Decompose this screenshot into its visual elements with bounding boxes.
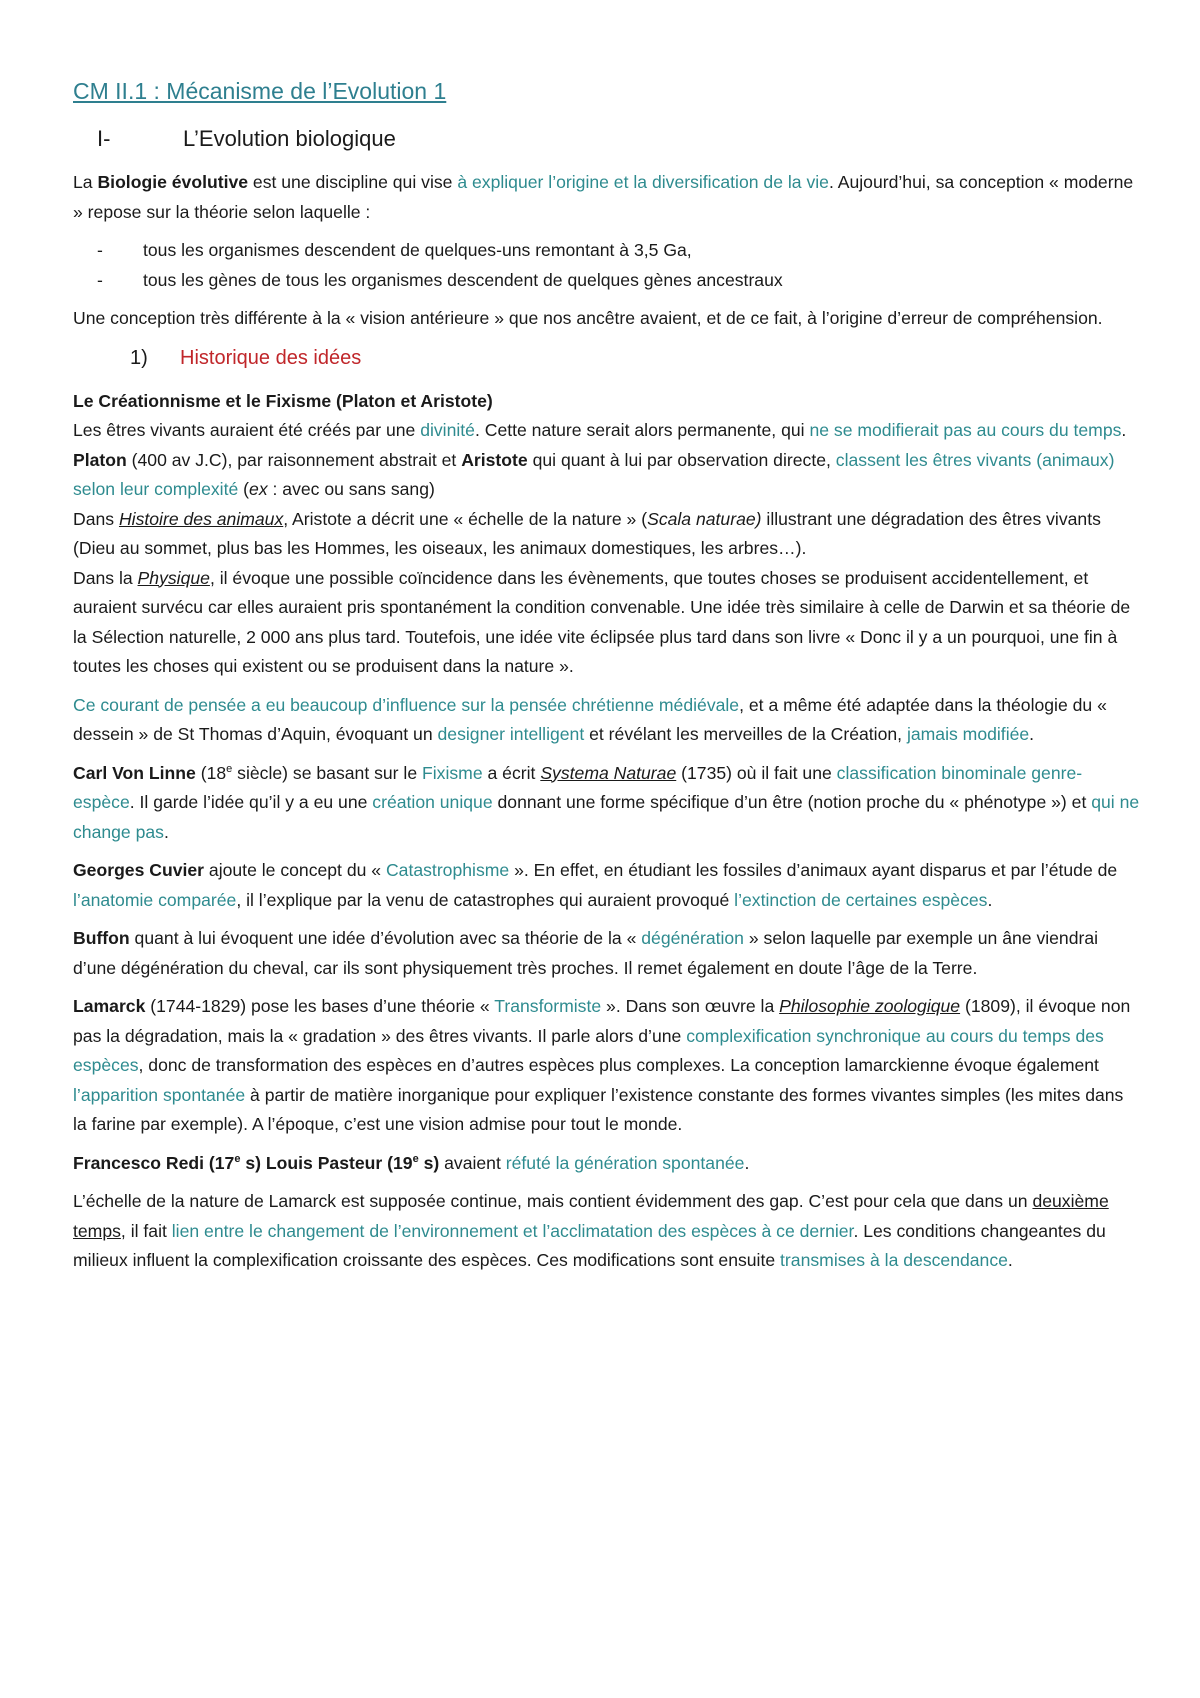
document-title: CM II.1 : Mécanisme de l’Evolution 1 xyxy=(73,78,447,104)
highlight-text: divinité xyxy=(420,420,475,440)
buffon-paragraph xyxy=(73,924,1140,983)
platon-paragraph xyxy=(73,446,1140,505)
text-run: : avec ou sans sang) xyxy=(267,479,435,499)
redi-pasteur-paragraph xyxy=(73,1149,1140,1179)
text-run: . Aujourd’hui, sa conception « moderne » repose sur la théorie selon laquelle : xyxy=(73,172,1134,222)
highlight-text: classent les êtres vivants (animaux) selon leur complexité xyxy=(73,449,1115,499)
text-run: (1735) où il fait une xyxy=(676,762,837,783)
highlight-text: l’apparition spontanée xyxy=(73,1084,246,1105)
text-run: est une discipline qui vise xyxy=(248,172,458,192)
text-run: ( xyxy=(238,479,250,499)
highlight-text: transmises à la descendance xyxy=(780,1250,1008,1270)
highlight-text: l’anatomie comparée xyxy=(73,889,237,910)
courant-paragraph xyxy=(73,691,1140,750)
text-run: , donc de transformation des espèces en d’autres espèces plus complexes. La conception lamarckienne évoque également xyxy=(138,1055,1099,1075)
text-run: qui quant à lui par observation directe, xyxy=(527,449,836,470)
highlight-text: Ce courant de pensée a eu beaucoup d’influence sur la pensée chrétienne médiévale xyxy=(73,694,740,715)
list-item xyxy=(73,236,1140,266)
dash-marker: - xyxy=(97,240,103,260)
text-run: siècle) se basant sur le xyxy=(232,762,423,783)
highlight-text: classification binominale genre-espèce xyxy=(73,762,1083,812)
text-run: et révélant les merveilles de la Création, xyxy=(584,724,907,744)
subsection-number: 1) xyxy=(130,346,148,369)
highlight-text: complexification synchronique au cours du temps des espèces xyxy=(73,1025,1104,1075)
section-heading-1 xyxy=(73,124,1140,154)
highlight-text: l’extinction de certaines espèces xyxy=(734,889,988,910)
creationnisme-heading: Le Créationnisme et le Fixisme (Platon et Aristote) xyxy=(73,390,493,411)
theory-list xyxy=(73,236,1140,295)
text-run: , il l’explique par la venu de catastrophes qui auraient provoqué xyxy=(236,889,735,910)
text-run: (1809), il évoque non pas la dégradation, mais la « gradation » des êtres vivants. Il parle alors d’une xyxy=(73,996,1131,1046)
list-item xyxy=(73,266,1140,296)
text-run: (1744-1829) pose les bases d’une théorie « xyxy=(145,996,495,1016)
text-run: . xyxy=(1007,1250,1013,1270)
italic-text: ex xyxy=(249,479,268,499)
text-run: (400 av J.C), par raisonnement abstrait et xyxy=(126,449,462,470)
italic-text: Scala naturae) xyxy=(647,508,762,529)
cuvier-paragraph xyxy=(73,856,1140,915)
highlight-text: lien entre le changement de l’environnement et l’acclimatation des espèces à ce dernier xyxy=(171,1220,854,1241)
highlight-text: jamais modifiée xyxy=(906,724,1030,744)
book-title: Histoire des animaux xyxy=(118,508,284,529)
text-run: , Aristote a décrit une « échelle de la nature » ( xyxy=(283,508,648,529)
echelle-paragraph xyxy=(73,1187,1140,1276)
text-run: ». En effet, en étudiant les fossiles d’animaux ayant disparus et par l’étude de xyxy=(509,860,1118,880)
text-run: . xyxy=(163,821,169,842)
highlight-text: Transformiste xyxy=(494,996,602,1016)
text-run: La xyxy=(73,172,98,192)
section-heading-1-1 xyxy=(73,343,1140,373)
bold-term xyxy=(73,1153,439,1173)
bold-term: Carl Von Linne xyxy=(73,762,196,783)
highlight-text: à expliquer l’origine et la diversification de la vie xyxy=(457,172,829,192)
superscript: e xyxy=(234,1152,241,1165)
list-item-text: tous les gènes de tous les organismes descendent de quelques gènes ancestraux xyxy=(143,269,783,290)
text-run: s) xyxy=(418,1152,440,1173)
text-run: avaient xyxy=(439,1152,506,1173)
linne-paragraph xyxy=(73,759,1140,848)
text-run: illustrant une dégradation des êtres vivants (Dieu au sommet, plus bas les Hommes, les oiseaux, les animaux domestiques, les arbres…). xyxy=(73,508,1101,558)
highlight-text: dégénération xyxy=(641,928,744,948)
bold-term: Lamarck xyxy=(73,996,146,1016)
creationnisme-paragraph xyxy=(73,416,1140,446)
book-title: Systema Naturae xyxy=(540,762,677,783)
superscript: e xyxy=(412,1152,419,1165)
intro-paragraph xyxy=(73,168,1140,227)
physique-paragraph xyxy=(73,564,1140,682)
lamarck-paragraph xyxy=(73,992,1140,1140)
text-run: donnant une forme spécifique d’un être (notion proche du « phénotype ») et xyxy=(492,792,1092,812)
text-run: a écrit xyxy=(482,762,541,783)
list-item-text: tous les organismes descendent de quelques-uns remontant à 3,5 Ga, xyxy=(143,240,692,260)
book-title: Philosophie zoologique xyxy=(779,996,961,1016)
highlight-text: ne se modifierait pas au cours du temps xyxy=(809,420,1122,440)
text-run: quant à lui évoquent une idée d’évolution avec sa théorie de la « xyxy=(129,928,642,948)
highlight-text: designer intelligent xyxy=(437,724,585,744)
book-title: Physique xyxy=(137,567,210,588)
text-run: Dans xyxy=(73,508,119,529)
text-run: ». Dans son œuvre la xyxy=(601,996,780,1016)
text-run: à partir de matière inorganique pour expliquer l’existence constante des formes vivantes simples (les mites dans la farine par exemple). A l’époque, c’est une vision admise pour tout le monde. xyxy=(73,1084,1124,1134)
bold-term: Biologie évolutive xyxy=(97,172,249,192)
highlight-text: réfuté la génération spontanée xyxy=(505,1152,745,1173)
bold-term: Aristote xyxy=(461,449,528,470)
bold-term: Georges Cuvier xyxy=(73,860,205,880)
text-run: , et a même été adaptée dans la théologie du « dessein » de St Thomas d’Aquin, évoquant un xyxy=(73,694,1107,744)
highlight-text: qui ne change pas xyxy=(73,792,1140,842)
text-run: . xyxy=(744,1152,750,1173)
section-title: L’Evolution biologique xyxy=(183,126,396,151)
text-run: , il évoque une possible coïncidence dans les évènements, que toutes choses se produisent accidentellement, et auraient survécu car elles auraient pris spontanément la condition convenable. Une idée très similaire à celle de Darwin et sa théorie de la Sélection naturelle, 2 000 ans plus tard. Toutefois, une idée vite éclipsée plus tard dans son livre « Donc il y a un pourquoi, une fin à toutes les choses qui existent ou se produisent dans la nature ». xyxy=(73,567,1131,676)
text-run: (18 xyxy=(195,762,227,783)
bold-term: Platon xyxy=(73,449,127,470)
bold-term: Buffon xyxy=(73,928,130,948)
text-run: L’échelle de la nature de Lamarck est supposée continue, mais contient évidemment des gap. C’est pour cela que dans un xyxy=(73,1191,1033,1211)
text-run: s) Louis Pasteur (19 xyxy=(240,1152,413,1173)
text-run: . xyxy=(987,889,993,910)
text-run: » selon laquelle par exemple un âne viendrai d’une dégénération du cheval, car ils sont physiquement très proches. Il remet également en doute l’âge de la Terre. xyxy=(73,928,1099,978)
text-run: . Cette nature serait alors permanente, qui xyxy=(474,420,810,440)
text-run: Francesco Redi (17 xyxy=(73,1152,235,1173)
histoire-paragraph xyxy=(73,505,1140,564)
subsection-title: Historique des idées xyxy=(180,346,362,369)
underlined-text: deuxième temps xyxy=(73,1191,1109,1241)
text-run: . xyxy=(1121,420,1127,440)
text-run: ajoute le concept du « xyxy=(204,860,386,880)
text-run: Les êtres vivants auraient été créés par une xyxy=(73,420,421,440)
dash-marker: - xyxy=(97,269,103,290)
highlight-text: Catastrophisme xyxy=(385,860,510,880)
conception-paragraph: Une conception très différente à la « vision antérieure » que nos ancêtre avaient, et de ce fait, à l’origine d’erreur de compréhension. xyxy=(73,308,1103,328)
highlight-text: Fixisme xyxy=(422,762,483,783)
text-run: . xyxy=(1029,724,1035,744)
superscript: e xyxy=(226,762,233,775)
section-number: I- xyxy=(97,126,111,151)
text-run: , il fait xyxy=(120,1220,172,1241)
text-run: Dans la xyxy=(73,567,138,588)
highlight-text: création unique xyxy=(372,792,493,812)
text-run: . Il garde l’idée qu’il y a eu une xyxy=(129,792,373,812)
text-run: . Les conditions changeantes du milieux influent la complexification croissante des espèces. Ces modifications sont ensuite xyxy=(73,1220,1106,1270)
